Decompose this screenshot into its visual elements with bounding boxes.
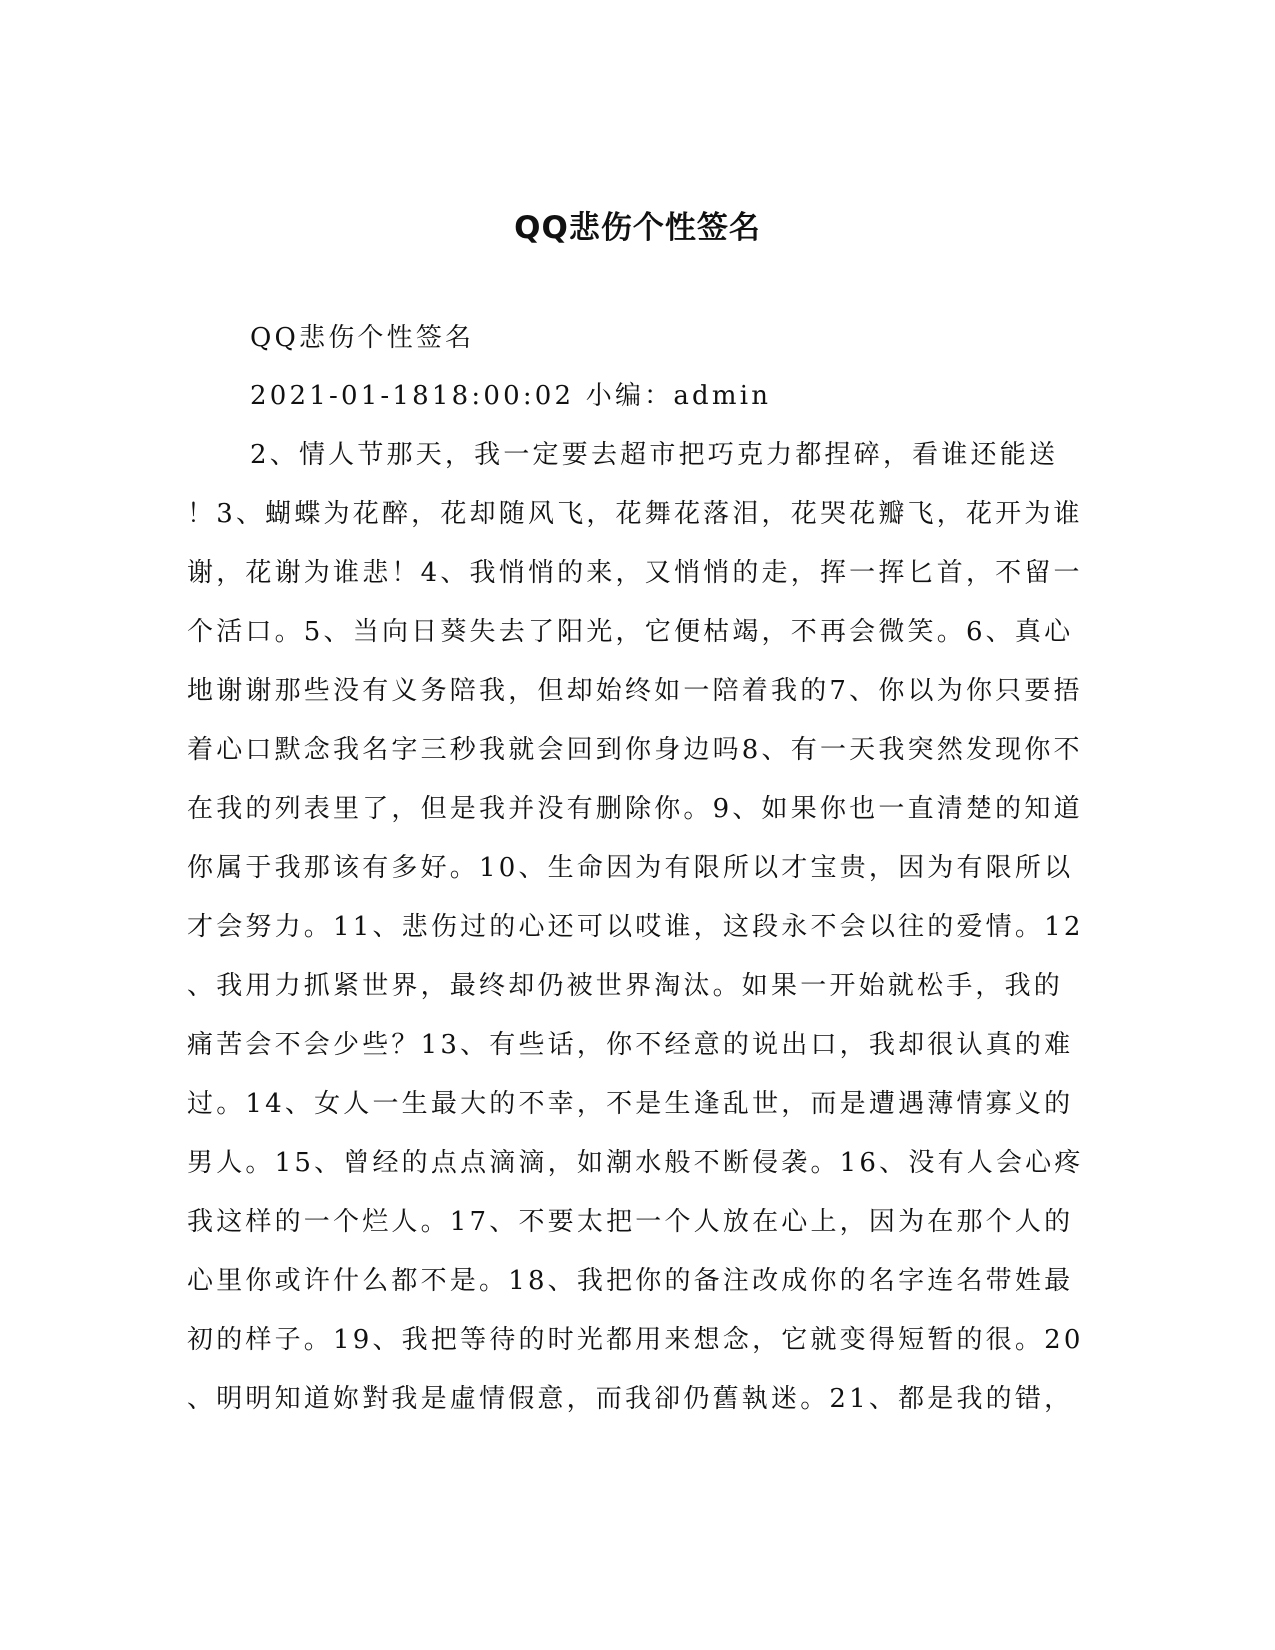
body-line: 心里你或许什么都不是。18、我把你的备注改成你的名字连名带姓最	[187, 1266, 1074, 1296]
body-line: 初的样子。19、我把等待的时光都用来想念，它就变得短暂的很。20	[187, 1325, 1084, 1355]
body-line: 个活口。5、当向日葵失去了阳光，它便枯竭，不再会微笑。6、真心	[187, 617, 1074, 647]
body-line: 、我用力抓紧世界，最终却仍被世界淘汰。如果一开始就松手，我的	[187, 971, 1064, 1001]
body-line: 着心口默念我名字三秒我就会回到你身边吗8、有一天我突然发现你不	[187, 735, 1083, 765]
body-line: 、明明知道妳對我是虛情假意，而我卻仍舊執迷。21、都是我的错，	[187, 1384, 1074, 1414]
body-line: 地谢谢那些没有义务陪我，但却始终如一陪着我的7、你以为你只要捂	[187, 676, 1083, 706]
body-line: 男人。15、曾经的点点滴滴，如潮水般不断侵袭。16、没有人会心疼	[187, 1148, 1084, 1178]
body-line: 2、情人节那天，我一定要去超市把巧克力都捏碎，看谁还能送	[250, 440, 1059, 470]
document-title: QQ悲伤个性签名	[514, 210, 761, 246]
body-line: 谢，花谢为谁悲！4、我悄悄的来，又悄悄的走，挥一挥匕首，不留一	[187, 558, 1083, 588]
body-line: 你属于我那该有多好。10、生命因为有限所以才宝贵，因为有限所以	[187, 853, 1074, 883]
document-subtitle: QQ悲伤个性签名	[250, 323, 475, 353]
body-line: 在我的列表里了，但是我并没有删除你。9、如果你也一直清楚的知道	[187, 794, 1083, 824]
document-meta: 2021-01-1818:00:02 小编：admin	[250, 381, 772, 411]
body-line: 我这样的一个烂人。17、不要太把一个人放在心上，因为在那个人的	[187, 1207, 1074, 1237]
body-line: 才会努力。11、悲伤过的心还可以哎谁，这段永不会以往的爱情。12	[187, 912, 1084, 942]
body-line: 过。14、女人一生最大的不幸，不是生逢乱世，而是遭遇薄情寡义的	[187, 1089, 1074, 1119]
body-line: 痛苦会不会少些？13、有些话，你不经意的说出口，我却很认真的难	[187, 1030, 1074, 1060]
body-line: ！3、蝴蝶为花醉，花却随风飞，花舞花落泪，花哭花瓣飞，花开为谁	[187, 499, 1083, 529]
